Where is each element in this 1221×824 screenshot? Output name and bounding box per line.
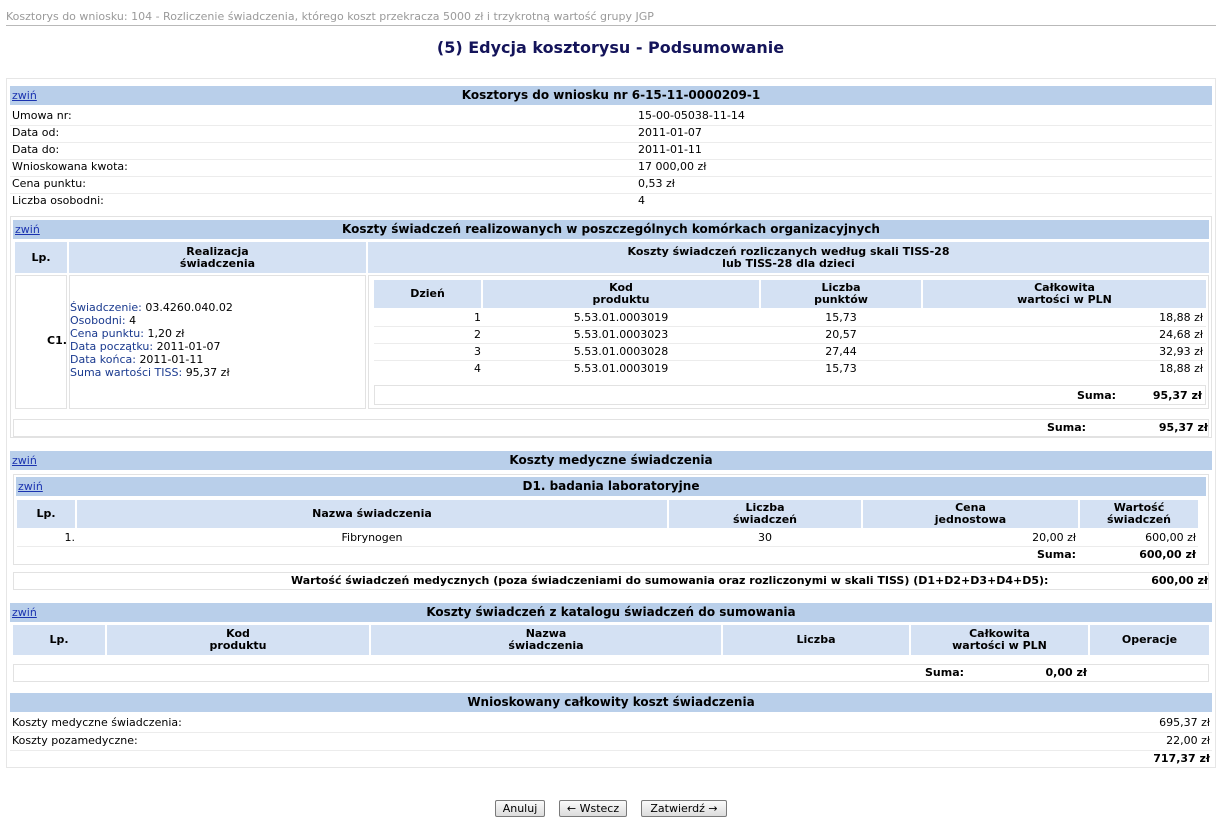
summary-value: 17 000,00 zł: [638, 160, 707, 173]
catalog-title: Koszty świadczeń z katalogu świadczeń do sumowania: [426, 605, 796, 619]
column-header-realization: Realizacja świadczenia: [69, 242, 366, 273]
medical-total-value: 600,00 zł: [1151, 574, 1208, 587]
medical-total-label: Wartość świadczeń medycznych (poza świadczeniami do sumowania oraz rozliczonymi w skali TISS) (D1+D2+D3+D4+D5):: [291, 574, 1049, 587]
tiss-sum-label: Suma:: [1077, 389, 1117, 402]
collapse-link-summary[interactable]: zwiń: [12, 89, 37, 102]
column-header-total-value: Całkowita wartości w PLN: [923, 280, 1206, 308]
catalog-header: [10, 603, 1212, 622]
column-header-lp: Lp.: [17, 500, 75, 528]
page-title: (5) Edycja kosztorysu - Podsumowanie: [436, 38, 785, 57]
column-header-service-name: Nazwa świadczenia: [371, 625, 721, 655]
total-header: [10, 693, 1212, 712]
cancel-button[interactable]: Anuluj: [495, 800, 545, 817]
org-header: [13, 220, 1209, 239]
column-header-points: Liczba punktów: [761, 280, 921, 308]
column-header-lp: Lp.: [13, 625, 105, 655]
total-title: Wnioskowany całkowity koszt świadczenia: [467, 695, 755, 709]
column-header-service-name: Nazwa świadczenia: [77, 500, 667, 528]
column-header-count: Liczba świadczeń: [669, 500, 861, 528]
catalog-sum-value: 0,00 zł: [1045, 666, 1087, 679]
summary-label: Data od:: [12, 126, 60, 139]
summary-value: 4: [638, 194, 645, 207]
lab-title: D1. badania laboratoryjne: [522, 479, 700, 493]
lab-sum-label: Suma:: [1037, 548, 1077, 561]
total-value: 695,37 zł: [1159, 716, 1210, 729]
summary-label: Cena punktu:: [12, 177, 86, 190]
lab-header: [16, 477, 1206, 496]
confirm-button[interactable]: Zatwierdź →: [641, 800, 727, 817]
column-header-count: Liczba: [723, 625, 909, 655]
window-title: Kosztorys do wniosku: 104 - Rozliczenie świadczenia, którego koszt przekracza 5000 zł i trzykrotną wartość grupy JGP: [6, 10, 1216, 26]
column-header-total-value: Całkowita wartości w PLN: [911, 625, 1088, 655]
summary-value: 0,53 zł: [638, 177, 675, 190]
lab-sum-value: 600,00 zł: [1139, 548, 1196, 561]
summary-value: 2011-01-11: [638, 143, 702, 156]
tiss-sum-value: 95,37 zł: [1152, 389, 1202, 402]
org-title: Koszty świadczeń realizowanych w poszczególnych komórkach organizacyjnych: [342, 222, 880, 236]
summary-value: 15-00-05038-11-14: [638, 109, 745, 122]
main-panel: zwiń Kosztorys do wniosku nr 6-15-11-0000209-1 Umowa nr: 15-00-05038-11-14 Data od: 2011-01-07 Data do: 2011-01-11 Wnioskowana kwota: 17 000,00 zł Cena punktu: 0,53 zł Liczba osobodni: 4 zwiń Koszty świadczeń realizowanych w poszczególnych komórkach organizacyjnych Lp. Realizacja świadczenia Koszty świadczeń rozliczanych według skali TISS-28 lub TISS-28 dla dzieci C1. Świadczenie: 03.4260.040.02 Osobodni: 4 Cena punktu: 1,20 zł Data początku: 2011-01-07 Data końca: 2011-01-11 Suma wartości TISS: 95,37 zł Dzień Kod produktu Liczba punktów Całkowita wartości w PLN 1 5.53.01.0003019 15,73 18,88 zł 2 5.53.01.0003023 20,57 24,68 zł 3 5.53.01.0003028 27,44 32,93 zł 4 5.53.01.0003019 15,73 18,88 zł Suma: 95,37 zł Suma: 95,37 zł zwiń Koszty medyczne świadczenia zwiń D1. badania laboratoryjne Lp. Nazwa świadczenia Liczba świadczeń Cena jednostowa Wartość świadczeń 1. Fibrynogen 30 20,00 zł 600,00 zł Suma: 600,00 zł Wartość świadczeń medycznych (poza świadczeniami do sumowania oraz rozliczonymi w skali TISS) (D1+D2+D3+D4+D5): 600,00 zł zwiń Koszty świadczeń z katalogu świadczeń do sumowania Lp. Kod produktu Nazwa świadczenia Liczba Całkowita wartości w PLN Operacje Suma: 0,00 zł Wnioskowany całkowity koszt świadczenia Koszty medyczne świadczenia: 695,37 zł Koszty pozamedyczne: 22,00 zł 717,37 zł: [6, 78, 1216, 768]
total-value: 22,00 zł: [1166, 734, 1210, 747]
column-header-day: Dzień: [374, 280, 481, 308]
total-label: Koszty pozamedyczne:: [12, 734, 138, 747]
row-lp: C1.: [47, 334, 67, 347]
total-label: Koszty medyczne świadczenia:: [12, 716, 182, 729]
back-button[interactable]: ← Wstecz: [559, 800, 627, 817]
summary-label: Liczba osobodni:: [12, 194, 104, 207]
realization-details: Świadczenie: 03.4260.040.02 Osobodni: 4 Cena punktu: 1,20 zł Data początku: 2011-01-07 Data końca: 2011-01-11 Suma wartości TISS: 95,37 zł: [70, 301, 233, 379]
summary-header: [10, 86, 1212, 105]
column-header-service-value: Wartość świadczeń: [1080, 500, 1198, 528]
column-header-lp: Lp.: [15, 242, 67, 273]
medical-header: [10, 451, 1212, 470]
summary-value: 2011-01-07: [638, 126, 702, 139]
column-header-operations: Operacje: [1090, 625, 1209, 655]
column-header-tiss: Koszty świadczeń rozliczanych według skali TISS-28 lub TISS-28 dla dzieci: [368, 242, 1209, 273]
summary-title: Kosztorys do wniosku nr 6-15-11-0000209-1: [461, 88, 761, 102]
catalog-sum-label: Suma:: [925, 666, 965, 679]
summary-label: Umowa nr:: [12, 109, 72, 122]
grand-total-value: 717,37 zł: [1153, 752, 1210, 765]
column-header-product-code: Kod produktu: [483, 280, 759, 308]
collapse-link-catalog[interactable]: zwiń: [12, 606, 37, 619]
column-header-product-code: Kod produktu: [107, 625, 369, 655]
summary-label: Wnioskowana kwota:: [12, 160, 128, 173]
org-sum-value: 95,37 zł: [1158, 421, 1208, 434]
org-sum-label: Suma:: [1047, 421, 1087, 434]
summary-label: Data do:: [12, 143, 60, 156]
collapse-link-org[interactable]: zwiń: [15, 223, 40, 236]
column-header-unit-price: Cena jednostowa: [863, 500, 1078, 528]
collapse-link-medical[interactable]: zwiń: [12, 454, 37, 467]
collapse-link-lab[interactable]: zwiń: [18, 480, 43, 493]
medical-title: Koszty medyczne świadczenia: [509, 453, 713, 467]
org-sum-row: [13, 419, 1209, 437]
